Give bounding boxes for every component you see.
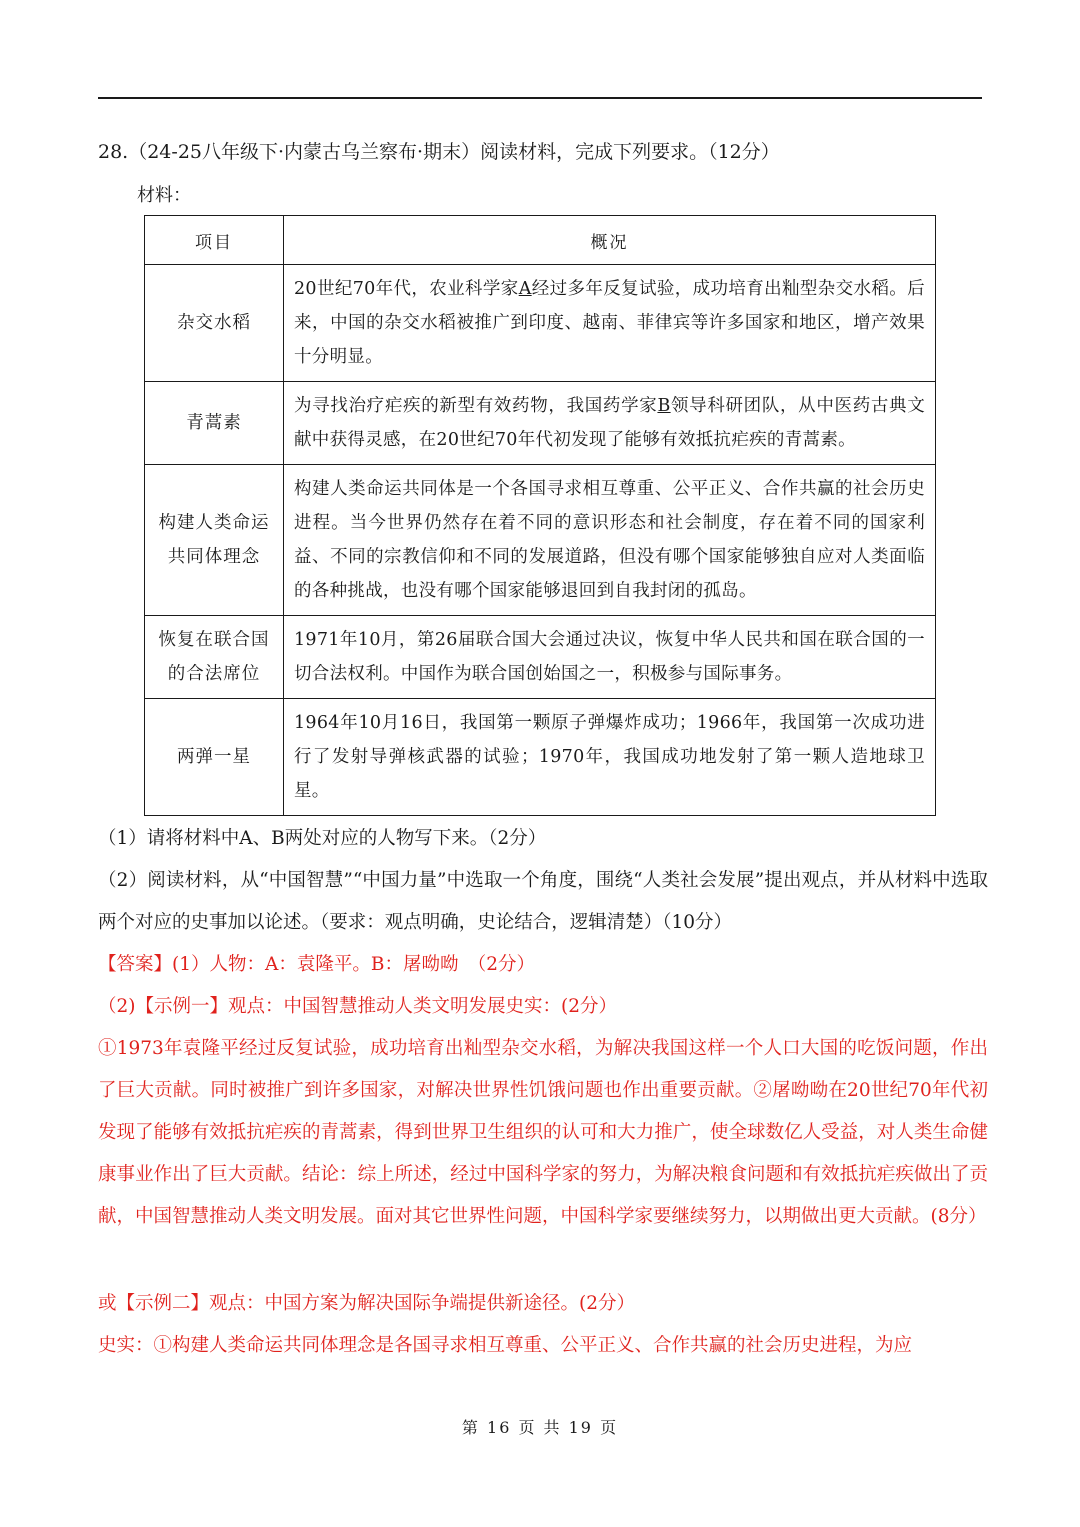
table-row (145, 699, 936, 816)
table-row (145, 382, 936, 465)
material-label: 材料： (137, 185, 191, 206)
answer-1: 【答案】(1）人物：A：袁隆平。B：屠呦呦 （2分） (98, 954, 535, 975)
project-cell (145, 382, 284, 465)
table-header-row (145, 216, 936, 265)
header-overview: 概况 (284, 216, 936, 265)
project-name: 两弹一星 (177, 747, 251, 767)
overview-text: 经过多年反复试验，成功培育出籼型杂交水稻。后来，中国的杂交水稻被推广到印度、越南、菲律宾等许多国家和地区，增产效果十分明显。 (294, 279, 925, 367)
project-name: 的合法席位 (167, 664, 261, 684)
blank-mark-a: A (518, 279, 532, 299)
overview-cell (284, 265, 936, 382)
question-2: （2）阅读材料，从“中国智慧”“中国力量”中选取一个角度，围绕“人类社会发展”提出观点，并从材料中选取两个对应的史事加以论述。（要求：观点明确，史论结合，逻辑清楚）（10分） (98, 870, 988, 933)
question-header: 28.（24-25八年级下·内蒙古乌兰察布·期末）阅读材料，完成下列要求。（12分） (98, 141, 780, 163)
example-2-body: 史实：①构建人类命运共同体理念是各国寻求相互尊重、公平正义、合作共赢的社会历史进程，为应 (98, 1335, 913, 1356)
question-1: （1）请将材料中A、B两处对应的人物写下来。（2分） (98, 828, 547, 849)
project-cell (145, 699, 284, 816)
overview-text: 1971年10月，第26届联合国大会通过决议，恢复中华人民共和国在联合国的一切合法权利。中国作为联合国创始国之一，积极参与国际事务。 (294, 630, 925, 684)
header-rule (98, 97, 982, 99)
example-1-body: ①1973年袁隆平经过反复试验，成功培育出籼型杂交水稻，为解决我国这样一个人口大国的吃饭问题，作出了巨大贡献。同时被推广到许多国家，对解决世界性饥饿问题也作出重要贡献。②屠呦呦在20世纪70年代初发现了能够有效抵抗疟疾的青蒿素，得到世界卫生组织的认可和大力推广，使全球数亿人受益，对人类生命健康事业作出了巨大贡献。结论：综上所述，经过中国科学家的努力，为解决粮食问题和有效抵抗疟疾做出了贡献，中国智慧推动人类文明发展。面对其它世界性问题，中国科学家要继续努力，以期做出更大贡献。(8分） (98, 1038, 988, 1227)
project-name: 共同体理念 (167, 547, 261, 567)
table-row (145, 465, 936, 616)
project-cell (145, 616, 284, 699)
header-project: 项目 (145, 216, 284, 265)
example-2-title: 或【示例二】观点：中国方案为解决国际争端提供新途径。(2分） (98, 1293, 635, 1314)
project-name: 杂交水稻 (177, 313, 251, 333)
overview-text: 构建人类命运共同体是一个各国寻求相互尊重、公平正义、合作共赢的社会历史进程。当今世界仍然存在着不同的意识形态和社会制度，存在着不同的国家利益、不同的宗教信仰和不同的发展道路，但没有哪个国家能够独自应对人类面临的各种挑战，也没有哪个国家能够退回到自我封闭的孤岛。 (294, 479, 925, 601)
overview-cell (284, 382, 936, 465)
project-name: 恢复在联合国 (158, 630, 270, 650)
overview-cell (284, 616, 936, 699)
overview-cell (284, 465, 936, 616)
overview-text: 1964年10月16日，我国第一颗原子弹爆炸成功；1966年，我国第一次成功进行了发射导弹核武器的试验；1970年，我国成功地发射了第一颗人造地球卫星。 (294, 713, 925, 801)
table-row (145, 265, 936, 382)
overview-text: 20世纪70年代，农业科学家 (294, 279, 519, 299)
blank-mark-b: B (657, 396, 671, 416)
overview-cell (284, 699, 936, 816)
page-footer: 第 16 页 共 19 页 (461, 1418, 619, 1437)
overview-text: 领导科研团队，从中医药古典文献中获得灵感，在20世纪70年代初发现了能够有效抵抗疟疾的青蒿素。 (294, 396, 926, 450)
example-1-title: （2)【示例一】观点：中国智慧推动人类文明发展史实：(2分） (98, 996, 617, 1017)
material-table (144, 215, 936, 816)
project-name: 青蒿素 (186, 413, 242, 433)
project-cell (145, 465, 284, 616)
overview-text: 为寻找治疗疟疾的新型有效药物，我国药学家 (294, 396, 658, 416)
table-row (145, 616, 936, 699)
project-name: 构建人类命运 (158, 513, 270, 533)
project-cell (145, 265, 284, 382)
